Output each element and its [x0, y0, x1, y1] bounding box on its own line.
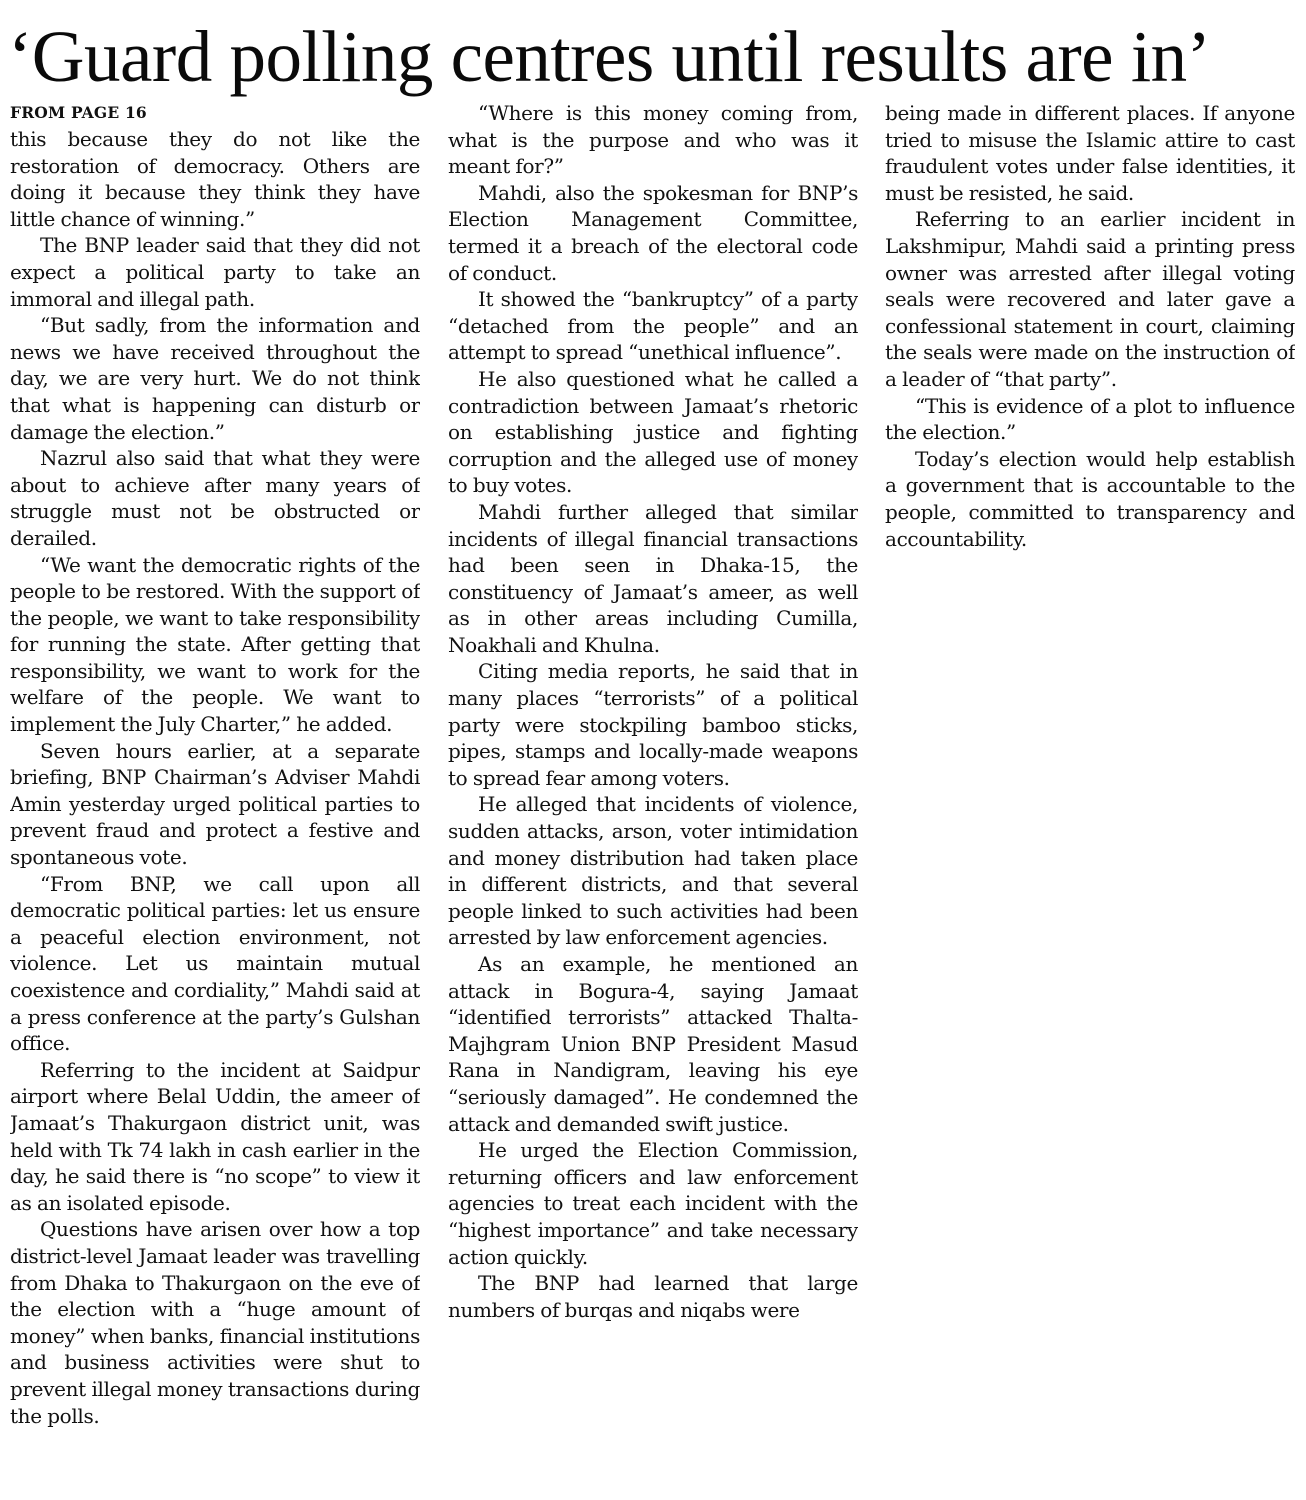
paragraph: Today’s election would help establish a government that is accountable to the people, committed to transparency and accountability.: [885, 446, 1295, 551]
paragraph: Seven hours earlier, at a separate briefing, BNP Chairman’s Adviser Mahdi Amin yesterday urged political parties to prevent fraud and protect a festive and spontaneous vote.: [10, 738, 420, 870]
article-column-2: [448, 100, 858, 1492]
headline: ‘Guard polling centres until results are in’: [8, 16, 1211, 97]
paragraph: “This is evidence of a plot to influence the election.”: [885, 393, 1295, 445]
paragraph: Mahdi further alleged that similar incidents of illegal financial transactions had been seen in Dhaka-15, the constituency of Jamaat’s ameer, as well as in other areas including Cumilla, Noakhali and Khulna.: [448, 499, 858, 657]
paragraph: It showed the “bankruptcy” of a party “detached from the people” and an attempt to spread “unethical influence”.: [448, 287, 858, 365]
paragraph: “We want the democratic rights of the people to be restored. With the support of the people, we want to take responsibility for running the state. After getting that responsibility, we want to work for the welfare of the people. We want to implement the July Charter,” he added.: [10, 552, 420, 737]
paragraph: He also questioned what he called a contradiction between Jamaat’s rhetoric on establishing justice and fighting corruption and the alleged use of money to buy votes.: [448, 366, 858, 498]
paragraph: Nazrul also said that what they were about to achieve after many years of struggle must not be obstructed or derailed.: [10, 446, 420, 550]
paragraph: Mahdi, also the spokesman for BNP’s Election Management Committee, termed it a breach of the electoral code of conduct.: [448, 180, 858, 285]
paragraph: As an example, he mentioned an attack in Bogura-4, saying Jamaat “identified terrorists” attacked Thalta-Majhgram Union BNP President Masud Rana in Nandigram, leaving his eye “seriously damaged”. He condemned the attack and demanded swift justice.: [448, 952, 858, 1136]
article-column-1: [10, 100, 420, 1492]
paragraph: Questions have arisen over how a top district-level Jamaat leader was travelling from Dhaka to Thakurgaon on the eve of the election with a “huge amount of money” when banks, financial institutions and business activities were shut to prevent illegal money transactions during the polls.: [10, 1217, 420, 1428]
continuation-kicker: FROM PAGE 16: [10, 103, 147, 122]
paragraph: The BNP had learned that large numbers of burqas and niqabs were: [448, 1271, 858, 1322]
paragraph: Referring to an earlier incident in Lakshmipur, Mahdi said a printing press owner was arrested after illegal voting seals were recovered and later gave a confessional statement in court, claiming the seals were made on the instruction of a leader of “that party”.: [885, 207, 1295, 391]
paragraph: “But sadly, from the information and news we have received throughout the day, we are very hurt. We do not think that what is happening can disturb or damage the election.”: [10, 313, 420, 444]
paragraph: He alleged that incidents of violence, sudden attacks, arson, voter intimidation and money distribution had taken place in different districts, and that several people linked to such activities had been arrested by law enforcement agencies.: [448, 792, 858, 950]
paragraph: “From BNP, we call upon all democratic political parties: let us ensure a peaceful election environment, not violence. Let us maintain mutual coexistence and cordiality,” Mahdi said at a press conference at the party’s Gulshan office.: [10, 871, 420, 1056]
paragraph: this because they do not like the restoration of democracy. Others are doing it because they think they have little chance of winning.”: [10, 127, 420, 231]
paragraph: “Where is this money coming from, what is the purpose and who was it meant for?”: [448, 101, 858, 179]
paragraph: Citing media reports, he said that in many places “terrorists” of a political party were stockpiling bamboo sticks, pipes, stamps and locally-made weapons to spread fear among voters.: [448, 659, 858, 790]
paragraph: He urged the Election Commission, returning officers and law enforcement agencies to treat each incident with the “highest importance” and take necessary action quickly.: [448, 1138, 858, 1269]
paragraph: Referring to the incident at Saidpur airport where Belal Uddin, the ameer of Jamaat’s Thakurgaon district unit, was held with Tk 74 lakh in cash earlier in the day, he said there is “no scope” to view it as an isolated episode.: [10, 1057, 420, 1215]
paragraph: The BNP leader said that they did not expect a political party to take an immoral and illegal path.: [10, 233, 420, 311]
article-column-3: [885, 100, 1295, 1492]
paragraph: being made in different places. If anyone tried to misuse the Islamic attire to cast fraudulent votes under false identities, it must be resisted, he said.: [885, 101, 1295, 205]
